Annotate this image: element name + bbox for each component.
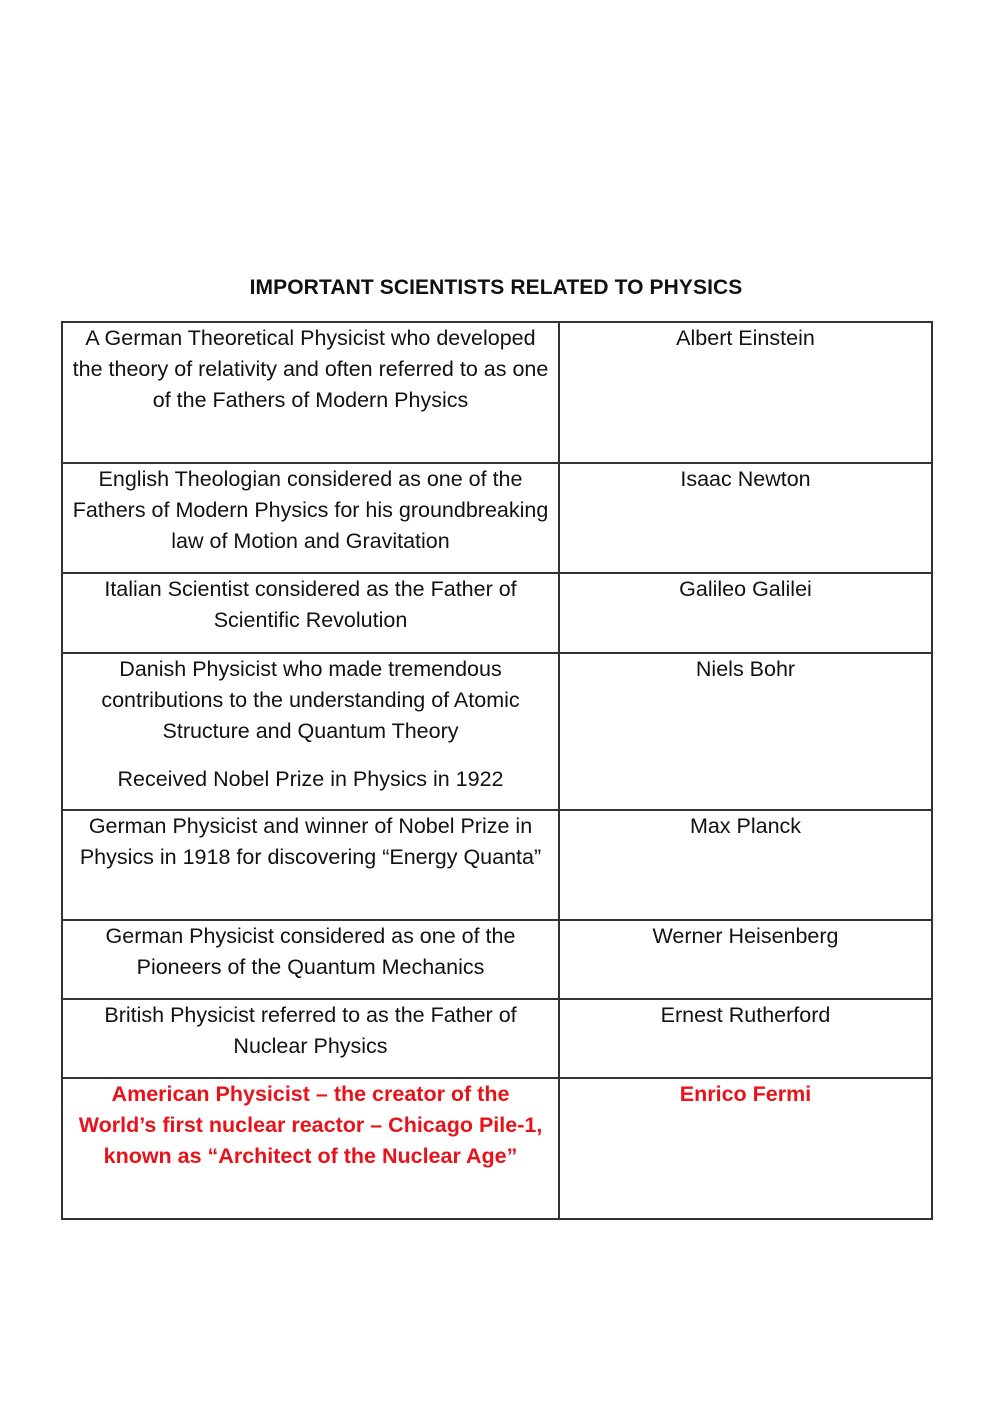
- table-row: [62, 810, 932, 920]
- description-text: A German Theoretical Physicist who developed the theory of relativity and often referred to as one of the Fathers of Modern Physics: [72, 326, 549, 412]
- table-row-highlighted: [62, 1078, 932, 1219]
- scientist-name-cell: Galileo Galilei: [559, 573, 932, 653]
- description-cell: [62, 920, 559, 999]
- description-text: Danish Physicist who made tremendous contributions to the understanding of Atomic Structure and Quantum Theory: [101, 657, 520, 743]
- table-row: [62, 653, 932, 810]
- table-row: [62, 999, 932, 1078]
- description-text: British Physicist referred to as the Father of Nuclear Physics: [104, 1003, 517, 1058]
- description-note: Received Nobel Prize in Physics in 1922: [117, 767, 504, 791]
- table-row: [62, 573, 932, 653]
- description-text: German Physicist and winner of Nobel Prize in Physics in 1918 for discovering “Energy Quanta”: [79, 814, 542, 869]
- scientist-name-cell: Isaac Newton: [559, 463, 932, 573]
- page-title: IMPORTANT SCIENTISTS RELATED TO PHYSICS: [249, 276, 743, 299]
- description-cell: [62, 322, 559, 463]
- description-text: English Theologian considered as one of the Fathers of Modern Physics for his groundbreaking law of Motion and Gravitation: [72, 467, 549, 553]
- table-row: [62, 322, 932, 463]
- scientist-name-cell: Ernest Rutherford: [559, 999, 932, 1078]
- scientist-name-cell: Werner Heisenberg: [559, 920, 932, 999]
- scientist-name-cell: Albert Einstein: [559, 322, 932, 463]
- description-text: Italian Scientist considered as the Father of Scientific Revolution: [104, 577, 517, 632]
- description-cell: [62, 573, 559, 653]
- description-cell: [62, 653, 559, 810]
- description-cell: [62, 1078, 559, 1219]
- scientist-name-cell: Enrico Fermi: [559, 1078, 932, 1219]
- scientists-table: [61, 321, 933, 1220]
- description-text: American Physicist – the creator of the World’s first nuclear reactor – Chicago Pile-1, known as “Architect of the Nuclear Age”: [78, 1082, 543, 1168]
- description-text: German Physicist considered as one of the Pioneers of the Quantum Mechanics: [105, 924, 516, 979]
- scientist-name-cell: Max Planck: [559, 810, 932, 920]
- table-row: [62, 920, 932, 999]
- table-row: [62, 463, 932, 573]
- scientist-name-cell: Niels Bohr: [559, 653, 932, 810]
- description-cell: [62, 463, 559, 573]
- description-cell: [62, 999, 559, 1078]
- description-cell: [62, 810, 559, 920]
